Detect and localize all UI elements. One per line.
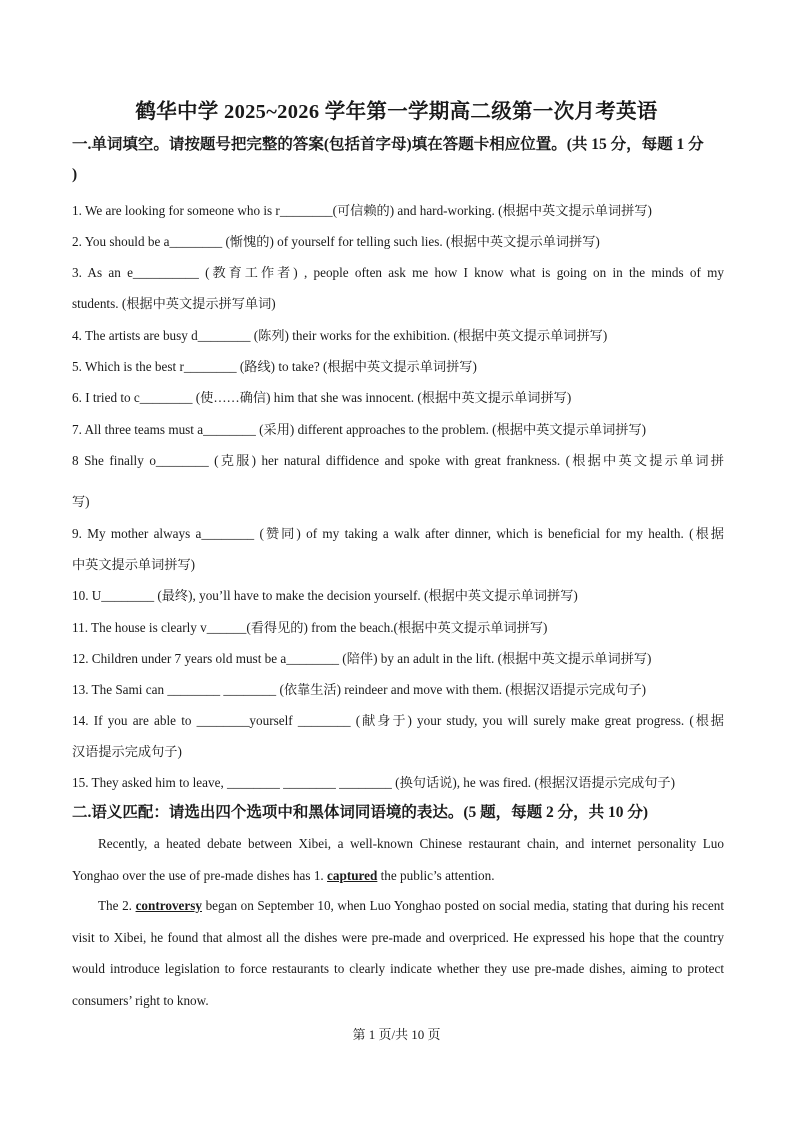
keyword-captured: captured [327,867,378,883]
question-line: 14. If you are able to ________yourself ________ (献身于) your study, you will surely make great progress. (根据 [72,713,724,728]
passage-text: The 2. [98,898,136,913]
question-line: 11. The house is clearly v______(看得见的) from the beach.(根据中英文提示单词拼写) [72,620,548,635]
question-line: 10. U________ (最终), you’ll have to make the decision yourself. (根据中英文提示单词拼写) [72,588,578,603]
question-line: 9. My mother always a________ (赞同) of my taking a walk after dinner, which is beneficial for my health. (根据 [72,526,724,541]
section1-heading-line2: ) [72,166,78,183]
section1-heading [72,130,722,190]
passage-text: began on September 10, when Luo Yonghao posted on social media, stating that during his recent visit to Xibei, he found that almost all the dishes were pre-made and overpriced. He expressed his hope that the country would introduce legislation to force restaurants to clearly indicate whether they use pre-made dishes, aiming to protect consumers’ right to know. [72,898,724,1008]
section2-heading: 二.语义匹配：请选出四个选项中和黑体词同语境的表达。(5 题，每题 2 分，共 10 分) [72,804,649,821]
question-line: 4. The artists are busy d________ (陈列) their works for the exhibition. (根据中英文提示单词拼写) [72,328,608,343]
passage-text: the public’s attention. [377,867,495,883]
exam-title: 鹤华中学 2025~2026 学年第一学期高二级第一次月考英语 [135,101,658,123]
question-line: 6. I tried to c________ (使……确信) him that she was innocent. (根据中英文提示单词拼写) [72,390,572,405]
question-line: students. (根据中英文提示拼写单词) [72,296,276,311]
question-line: 写) [72,494,90,509]
passage-paragraph-1 [72,828,724,891]
section1-heading-line1: 一.单词填空。请按题号把完整的答案(包括首字母)填在答题卡相应位置。(共 15 分，每题 1 分 [72,136,704,153]
question-line: 7. All three teams must a________ (采用) different approaches to the problem. (根据中英文提示单词拼写) [72,422,647,437]
question-line: 13. The Sami can ________ ________ (依靠生活) reindeer and move with them. (根据汉语提示完成句子) [72,682,647,697]
question-line: 15. They asked him to leave, ________ ________ ________ (换句话说), he was fired. (根据汉语提示完成句子) [72,775,675,790]
keyword-controversy: controversy [135,898,202,913]
question-line: 汉语提示完成句子) [72,744,182,759]
question-line: 中英文提示单词拼写) [72,557,196,572]
question-line: 2. You should be a________ (惭愧的) of yourself for telling such lies. (根据中英文提示单词拼写) [72,234,600,249]
question-line: 3. As an e__________ (教育工作者) , people often ask me how I know what is going on in the minds of my [72,265,724,280]
question-line: 1. We are looking for someone who is r________(可信赖的) and hard-working. (根据中英文提示单词拼写) [72,203,652,218]
passage-paragraph-2 [72,890,724,1016]
question-line: 8 She finally o________ (克服) her natural diffidence and spoke with great frankness. (根据中英文提示单词拼 [72,453,724,468]
question-line: 12. Children under 7 years old must be a________ (陪伴) by an adult in the lift. (根据中英文提示单词拼写) [72,651,652,666]
page-footer: 第 1 页/共 10 页 [352,1027,441,1042]
question-line: 5. Which is the best r________ (路线) to take? (根据中英文提示单词拼写) [72,359,477,374]
passage-text: Recently, a heated debate between Xibei, a well-known Chinese restaurant chain, and internet personality Luo Yonghao over the use of pre-made dishes has 1. [72,836,724,883]
